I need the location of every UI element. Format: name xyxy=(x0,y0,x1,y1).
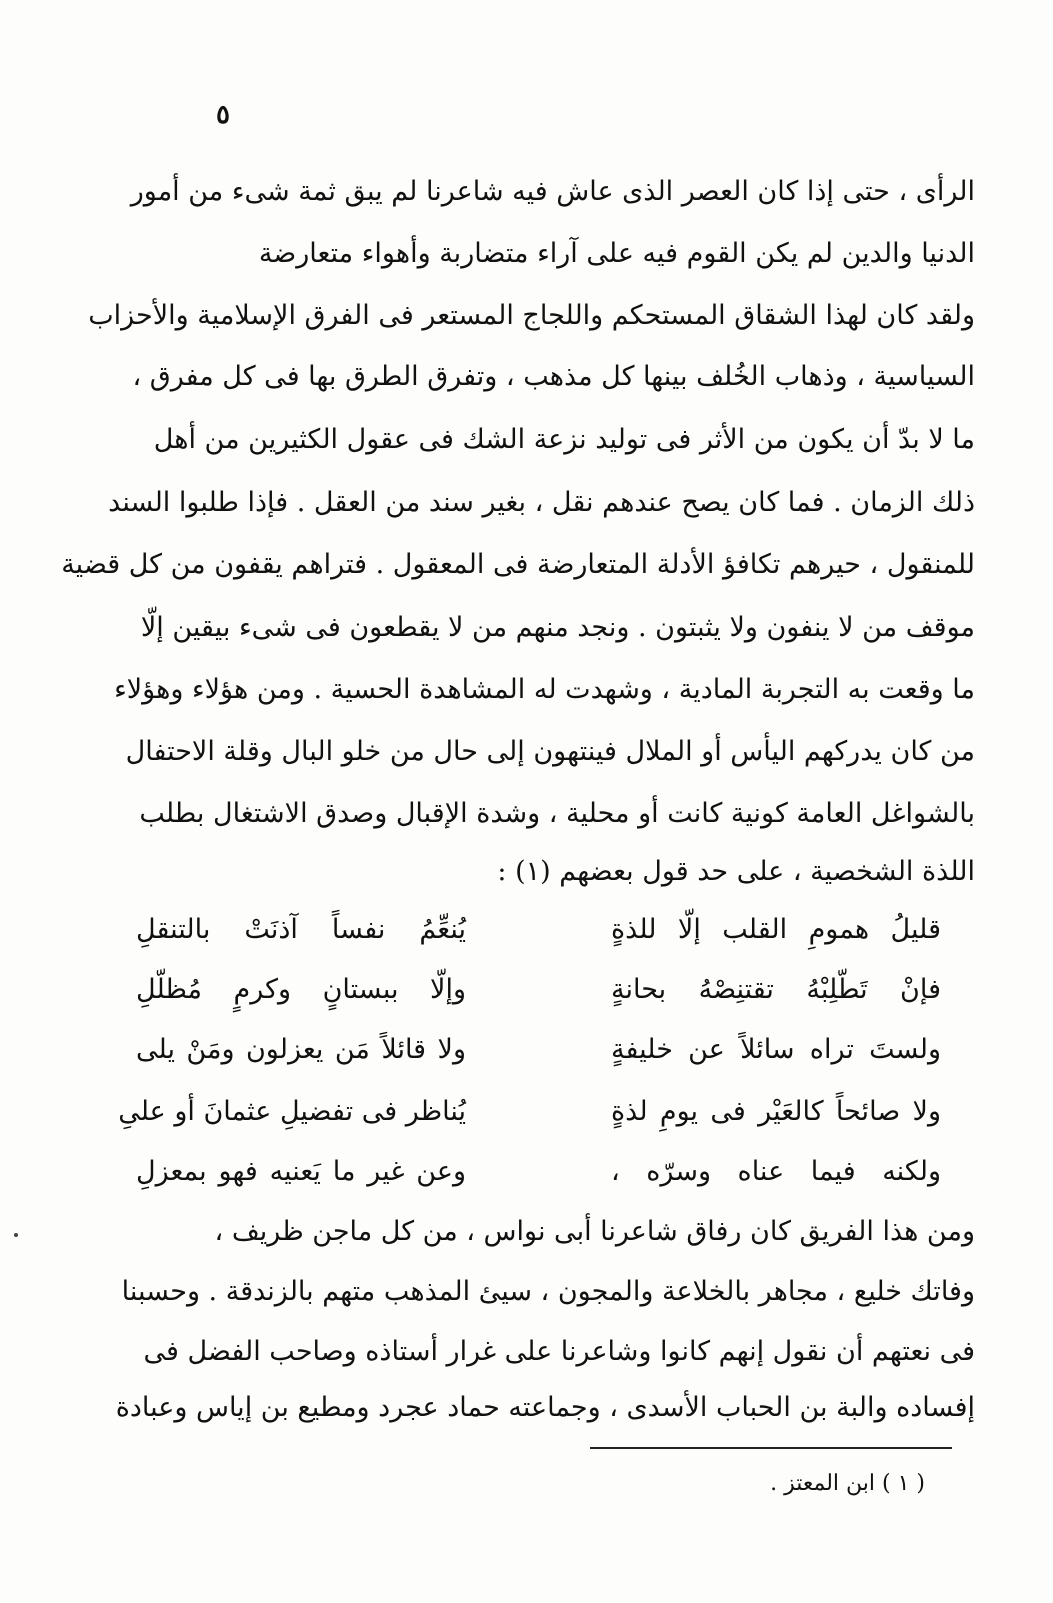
text-line: من كان يدركهم اليأس أو الملال فينتهون إلى حال من خلو البال وقلة الاحتفال xyxy=(125,736,975,767)
text-line: ما وقعت به التجربة المادية ، وشهدت له المشاهدة الحسية . ومن هؤلاء وهؤلاء xyxy=(114,674,975,705)
margin-speck xyxy=(14,1233,18,1237)
verse-first-hemistich: ولستَ تراه سائلاً عن خليفةٍ xyxy=(611,1034,941,1065)
text-line: ومن هذا الفريق كان رفاق شاعرنا أبى نواس ، من كل ماجن ظريف ، xyxy=(214,1216,975,1247)
verse-line xyxy=(118,1092,941,1132)
footnote-separator xyxy=(590,1447,952,1449)
text-line: وفاتك خليع ، مجاهر بالخلاعة والمجون ، سيئ المذهب متهم بالزندقة . وحسبنا xyxy=(121,1276,975,1307)
text-line: موقف من لا ينفون ولا يثبتون . ونجد منهم من لا يقطعون فى شىء بيقين إلّا xyxy=(140,612,975,643)
verse-first-hemistich: قليلُ همومِ القلب إلّا للذةٍ xyxy=(611,914,941,945)
page-number: ٥ xyxy=(216,100,230,130)
text-line: ما لا بدّ أن يكون من الأثر فى توليد نزعة الشك فى عقول الكثيرين من أهل xyxy=(153,424,975,455)
verse-line xyxy=(136,1030,941,1070)
verse-first-hemistich: فإنْ تَطّلِبْهُ تقتنِصْهُ بحانةٍ xyxy=(611,974,941,1005)
text-line: الرأى ، حتى إذا كان العصر الذى عاش فيه شاعرنا لم يبق ثمة شىء من أمور xyxy=(130,176,975,207)
text-line: السياسية ، وذهاب الخُلف بينها كل مذهب ، وتفرق الطرق بها فى كل مفرق ، xyxy=(132,361,975,392)
text-line: إفساده والبة بن الحباب الأسدى ، وجماعته حماد عجرد ومطيع بن إياس وعبادة xyxy=(115,1392,975,1423)
verse-second-hemistich: ولا قائلاً مَن يعزلون ومَنْ يلى xyxy=(136,1034,466,1065)
text-line: ذلك الزمان . فما كان يصح عندهم نقل ، بغير سند من العقل . فإذا طلبوا السند xyxy=(108,487,975,518)
verse-line xyxy=(136,1152,941,1192)
verse-first-hemistich: ولكنه فيما عناه وسرّه ، xyxy=(611,1156,941,1187)
verse-second-hemistich: يُنعِّمُ نفساً آذنَتْ بالتنقلِ xyxy=(136,914,466,945)
verse-first-hemistich: ولا صائحاً كالعَيْر فى يومِ لذةٍ xyxy=(611,1096,941,1127)
footnote: ( ١ ) ابن المعتز . xyxy=(770,1471,925,1496)
text-line: للمنقول ، حيرهم تكافؤ الأدلة المتعارضة فى المعقول . فتراهم يقفون من كل قضية xyxy=(61,549,975,580)
text-line: الدنيا والدين لم يكن القوم فيه على آراء متضاربة وأهواء متعارضة xyxy=(258,238,975,269)
text-line: ولقد كان لهذا الشقاق المستحكم واللجاج المستعر فى الفرق الإسلامية والأحزاب xyxy=(88,300,975,331)
verse-second-hemistich: يُناظر فى تفضيلِ عثمانَ أو علىِ xyxy=(118,1096,466,1127)
verse-line xyxy=(136,910,941,950)
verse-line xyxy=(136,970,941,1010)
verse-second-hemistich: وإلّا ببستانٍ وكرمٍ مُظلّلِ xyxy=(136,974,466,1005)
text-line: بالشواغل العامة كونية كانت أو محلية ، وشدة الإقبال وصدق الاشتغال بطلب xyxy=(139,798,975,829)
verse-second-hemistich: وعن غير ما يَعنيه فهو بمعزلِ xyxy=(136,1156,466,1187)
text-line: اللذة الشخصية ، على حد قول بعضهم (١) : xyxy=(497,856,975,887)
text-line: فى نعتهم أن نقول إنهم كانوا وشاعرنا على غرار أستاذه وصاحب الفضل فى xyxy=(143,1336,975,1367)
